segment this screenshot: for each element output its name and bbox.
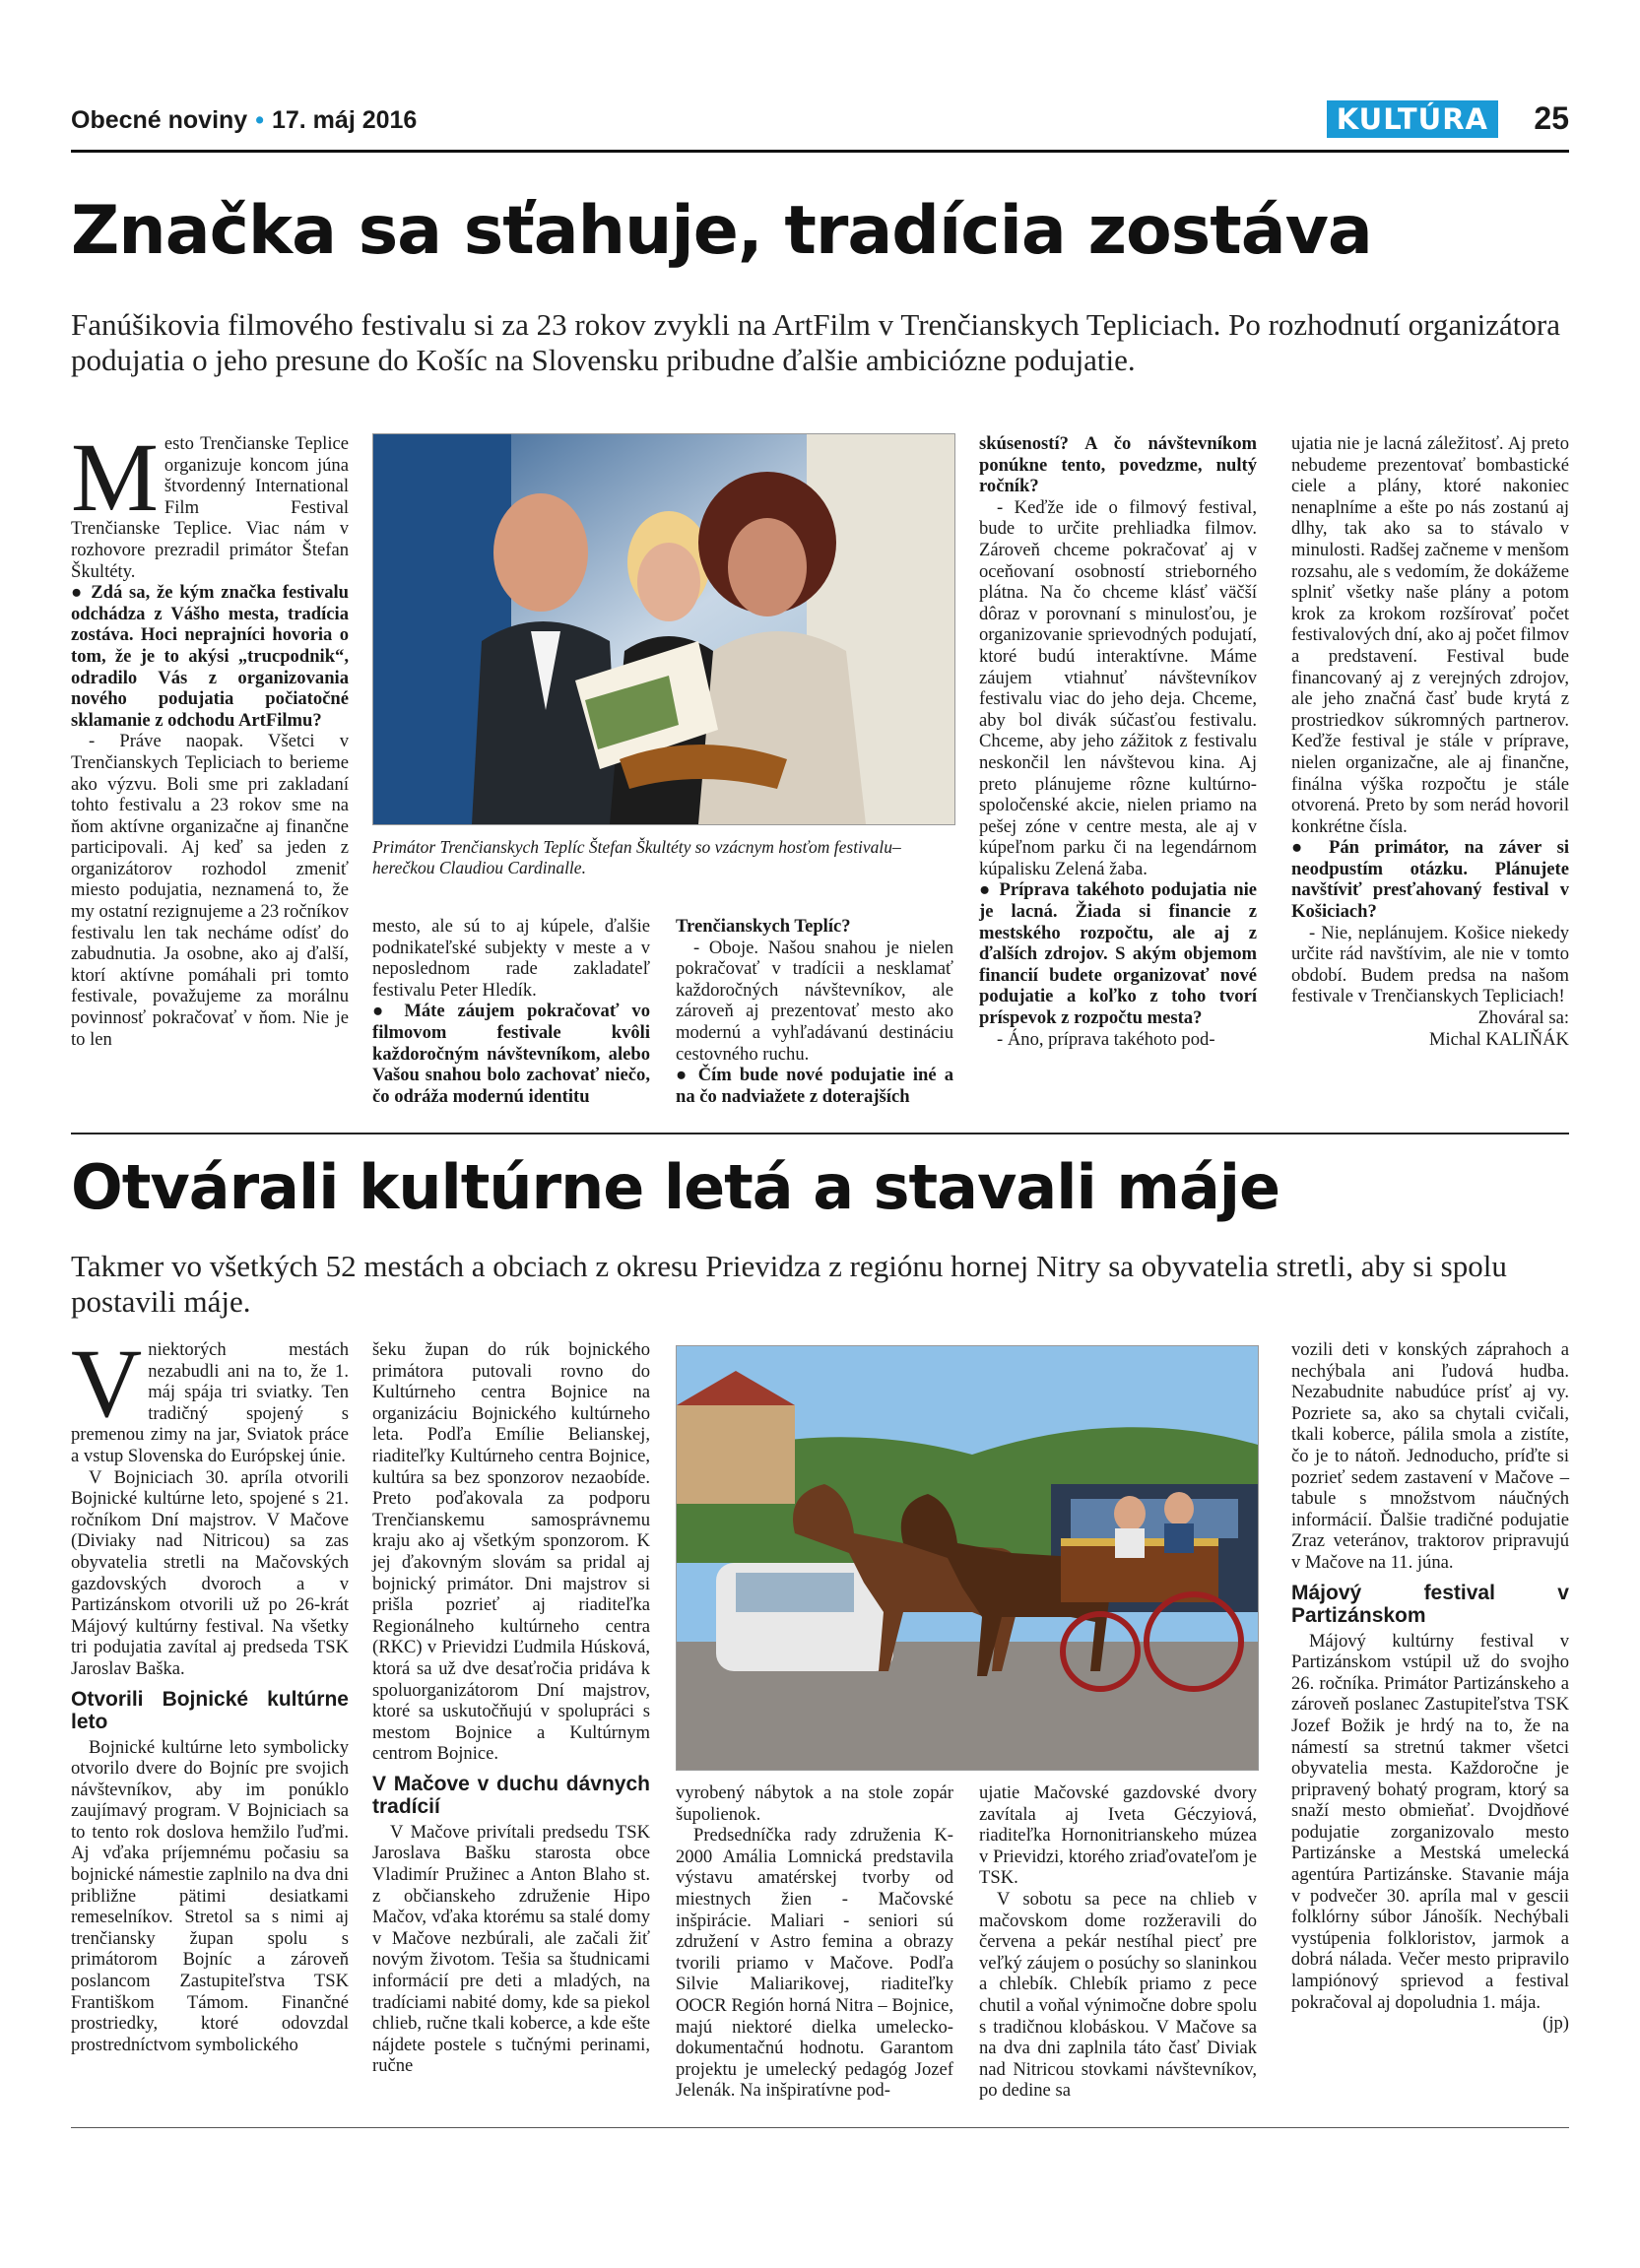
article1-column-4 [979, 433, 1257, 1050]
subheading: Otvorili Bojnické kultúrne leto [71, 1687, 349, 1733]
photo-caption: Primátor Trenčianskych Teplíc Štefan Škultéty so vzácnym hosťom festivalu– herečkou Claudiou Cardinalle. [372, 837, 901, 877]
publication-name: Obecné noviny [71, 106, 248, 134]
question-continued: Trenčianskych Teplíc? [676, 916, 851, 937]
article2-photo [676, 1345, 1259, 1771]
question: Pán primátor, na záver si neodpustím otázku. Plánujete navštíviť presťahovaný festival v Košiciach? [1291, 837, 1569, 923]
answer: - Áno, príprava takéhoto pod- [997, 1028, 1215, 1050]
answer: - Oboje. Našou snahou je nielen pokračovať v tradícii a nesklamať každoročných návštevníkov, ale zároveň aj prezentovať mesto ako modernú a vyhľadávanú destináciu cestovného ruchu. [676, 937, 953, 1065]
page-number: 25 [1534, 100, 1569, 136]
question: Čím bude nové podujatie iné a na čo nadviažete z doterajších [676, 1065, 953, 1107]
paragraph: ujatie Mačovské gazdovské dvory zavítala aj Iveta Géczyiová, riaditeľka Hornonitrianskeho múzea v Prievidzi, ktorého zriaďovateľom je TSK. [979, 1782, 1257, 1889]
photo-mayor-with-guest [373, 434, 954, 824]
article1-title: Značka sa sťahuje, tradícia zostáva [71, 192, 1372, 270]
answer-continued: ujatia nie je lacná záležitosť. Aj preto nebudeme prezentovať bombastické ciele a plány, ktoré nakoniec nenaplníme a ešte po nás zostanú aj dlhy, tak ako sa to stávalo v minulosti. Radšej začneme v menšom rozsahu, ale s vedomím, že dokážeme splniť všetky naše plány a potom krok za krokom rozšírovať počet festivalových dní, ako aj počet filmov a predstavení. Festival bude financovaný aj z verejných zdrojov, ale jeho značná časť bude krytá z prostriedkov súkromných partnerov. Keďže festival je stále v príprave, nielen organizačne, ale aj finančne, finálna výška rozpočtu je stále otvorená. Preto by som nerád hovoril konkrétne čísla. [1291, 433, 1569, 837]
section-label: KULTÚRA [1327, 100, 1498, 138]
article2-lead: Takmer vo všetkých 52 mestách a obciach z okresu Prievidza z regiónu hornej Nitry sa obyvatelia stretli, aby si spolu postavili máje. [71, 1249, 1507, 1319]
question-bullet-icon: ● [676, 1065, 698, 1086]
question: Zdá sa, že kým značka festivalu odchádza z Vášho mesta, tradícia zostáva. Hoci neprajníci hovoria o tom, že je to akýsi „trucpodnik“, odradilo Vás z organizovania nového podujatia počiatočné sklamanie z odchodu ArtFilmu? [71, 582, 349, 731]
question-bullet-icon: ● [1291, 837, 1329, 859]
dropcap: V [71, 1328, 143, 1438]
article2-title: Otvárali kultúrne letá a stavali máje [71, 1151, 1280, 1223]
article1-column-2 [372, 916, 650, 1107]
question-bullet-icon: ● [71, 582, 92, 604]
subheading: Májový festival v Partizánskom [1291, 1581, 1569, 1627]
article1-column-5 [1291, 433, 1569, 1050]
paragraph: V Bojniciach 30. apríla otvorili Bojnické kultúrne leto, spojené s 21. ročníkom Dní majstrov. V Mačove (Diviaky nad Nitricou) sa zas obyvatelia stretli na Mačovských gazdovských dvoroch a v Partizánskom otvorili už po 26-krát Májový kultúrny festival. Na všetky tri podujatia zavítal aj predseda TSK Jaroslav Baška. [71, 1466, 349, 1679]
intro-text: esto Trenčianske Teplice organizuje koncom júna štvordenný International Film Festival Trenčianske Teplice. Viac nám v rozhovore prezradil primátor Štefan Škultéty. [71, 433, 349, 582]
answer: - Keďže ide o filmový festival, bude to určite prehliadka filmov. Zároveň chceme pokračovať aj v oceňovaní osobností strieborného plátna. Na čo chceme klásť väčší dôraz v porovnaní s minulosťou, je organizovanie sprievodných podujatí, ktoré budú interaktívne. Máme záujem vtiahnuť návštevníkov festivalu viac do jeho deja. Chceme, aby bol divák súčasťou festivalu. Chceme, aby jeho zážitok z festivalu neskončil len návštevou kina. Aj preto plánujeme rôzne kultúrno-spoločenské akcie, nielen priamo na pešej zóne v centre mesta, ale aj v kúpeľnom parku či na legendárnom kúpalisku Zelená žaba. [979, 496, 1257, 879]
paragraph: V Mačove privítali predsedu TSK Jaroslava Bašku starosta obce Vladimír Pružinec a Anton Blaho st. z občianskeho združenie Hipo Mačov, vďaka ktorému sa stalé domy v Mačove nezbúrali, ale začali žiť novým životom. Tešia sa študnicami informácií pre deti a mladých, na tradíciami nabité domy, kde sa piekol chlieb, ručne tkali koberce, a kde ešte nájdete postele s tučnými perinami, ručne [372, 1821, 650, 2077]
paragraph: V sobotu sa pece na chlieb v mačovskom dome rozžeravili do červena a pekár nestíhal piecť pre veľký záujem o posúchy so slaninkou a chlebík. Chlebík priamo z pece chutil a voňal výnimočne dobre spolu s tradičnou klobáskou. V Mačove sa na dva dni zaplnila táto časť Diviak nad Nitricou stovkami návštevníkov, po dedine sa [979, 1888, 1257, 2102]
article1-photo [372, 433, 955, 825]
publication-line [71, 106, 417, 135]
bottom-rule [71, 2127, 1569, 2128]
article-divider [71, 1133, 1569, 1134]
article1-column-1 [71, 422, 349, 1050]
question-bullet-icon: ● [372, 1001, 405, 1022]
paragraph: šeku župan do rúk bojnického primátora putovali rovno do Kultúrneho centra Bojnice na organizáciu Bojnického kultúrneho leta. Podľa Emílie Belianskej, riaditeľky Kultúrneho centra Bojnice, kultúra sa bez sponzorov nezaobíde. Preto poďakovala za podporu Trenčianskemu samosprávnemu kraju ako aj všetkým sponzorom. K jej ďakovným slovám sa pridal aj bojnický primátor. Dni majstrov si prišla pozrieť aj riaditeľka Regionálneho kultúrneho centra (RKC) v Prievidzi Ľudmila Húsková, ktorá sa už dve desaťročia pridáva k spoluorganizátorom Dní majstrov, ktoré sa uskutočňujú v spolupráci s mestom Bojnice a Kultúrnym centrom Bojnice. [372, 1339, 650, 1765]
photo-horse-carriage [677, 1346, 1258, 1770]
paragraph: vozili deti v konských záprahoch a nechýbala ani ľudová hudba. Nezabudnite nabudúce prísť aj vy. Pozriete sa, ako sa chytali cvičali, tkali koberce, pálila smola a zistíte, čo je to nátoň. Jednoducho, príďte si pozrieť sedem zastavení v Mačove – tabule s množstvom náučných informácií. Ďalšie tradičné podujatie Zraz veteránov, traktorov pripravujú v Mačove na 11. júna. [1291, 1339, 1569, 1573]
article2-column-4 [979, 1782, 1257, 2102]
article2-column-1 [71, 1328, 349, 2055]
issue-date: 17. máj 2016 [271, 106, 418, 134]
question-continued: skúseností? A čo návštevníkom ponúkne tento, povedzme, nultý ročník? [979, 433, 1257, 497]
signature: (jp) [1542, 2013, 1569, 2035]
article2-column-3 [676, 1782, 953, 2102]
answer-continued: mesto, ale sú to aj kúpele, ďalšie podnikateľské subjekty v meste a v neposlednom rade zakladateľ festivalu Peter Hledík. [372, 916, 650, 1001]
question-bullet-icon: ● [979, 879, 1000, 901]
signature-name: Michal KALIŇÁK [1428, 1028, 1569, 1050]
subheading: V Mačove v duchu dávnych tradícií [372, 1772, 650, 1818]
paragraph: vyrobený nábytok a na stole zopár šupolienok. [676, 1782, 953, 1825]
dropcap: M [71, 422, 159, 532]
signature-label: Zhováral sa: [1477, 1007, 1569, 1029]
separator-dot-icon: • [255, 106, 264, 134]
article1-lead: Fanúšikovia filmového festivalu si za 23 rokov zvykli na ArtFilm v Trenčianskych Tepliciach. Po rozhodnutí organizátora podujatia o jeho presune do Košíc na Slovensku pribudne ďalšie ambiciózne podujatie. [71, 307, 1560, 377]
paragraph: niektorých mestách nezabudli ani na to, že 1. máj spája tri sviatky. Ten tradičný spojený s premenou zimy na jar, Sviatok práce a vstup Slovenska do Európskej únie. [71, 1339, 349, 1466]
question: Máte záujem pokračovať vo filmovom festivale kvôli každoročným návštevníkom, alebo Vašou snahou bolo zachovať niečo, čo odráža modernú identitu [372, 1001, 650, 1107]
paragraph: Bojnické kultúrne leto symbolicky otvorilo dvere do Bojníc pre svojich návštevníkov, aby im ponúklo zaujímavý program. V Bojniciach sa to tento rok doslova hemžilo ľuďmi. Aj vďaka príjemnému počasiu sa bojnické námestie zaplnilo na dva dni približne pätimi desiatkami remeselníkov. Stretol sa s nimi aj trenčiansky župan spolu s primátorom Bojníc a zároveň poslancom Zastupiteľstva TSK Františkom Támom. Finančné prostriedky, ktoré odovzdal prostredníctvom symbolického [71, 1736, 349, 2055]
article2-column-2 [372, 1339, 650, 2077]
answer: - Nie, neplánujem. Košice niekedy určite rád navštívim, ale nie v tomto období. Budem predsa na našom festivale v Trenčianskych Tepliciach! [1291, 922, 1569, 1007]
question: Príprava takéhoto podujatia nie je lacná. Žiada si financie z mestského rozpočtu, ale aj z ďalších zdrojov. S akým objemom financií budete organizovať nové podujatie a koľko z toho tvorí príspevok z rozpočtu mesta? [979, 879, 1257, 1029]
article2-column-5 [1291, 1339, 1569, 2035]
masthead [71, 98, 1569, 153]
paragraph: Predsedníčka rady združenia K-2000 Amália Lomnická predstavila výstavu amatérskej tvorby od miestnych žien - Mačovské inšpirácie. Maliari - seniori sú združení v Astro femina a obrazy tvorili priamo v Mačove. Podľa Silvie Maliarikovej, riaditeľky OOCR Región horná Nitra – Bojnice, majú niektoré dielka umelecko-dokumentačnú hodnotu. Garantom projektu je umelecký pedagóg Jozef Jelenák. Na inšpiratívne pod- [676, 1825, 953, 2102]
paragraph: Májový kultúrny festival v Partizánskom vstúpil už do svojho 26. ročníka. Primátor Partizánskeho a zároveň poslanec Zastupiteľstva TSK Jozef Božik je hrdý na to, že na námestí sa stretnú takmer všetci obyvatelia mesta. Každoročne je pripravený bohatý program, ktorý sa snaží mesto obmieňať. Dvojdňové podujatie zorganizovalo mesto Partizánske a Mestská umelecká agentúra Partizánske. Stavanie mája v podvečer 30. apríla mal v gescii folklórny súbor Jánošík. Nechýbali vystúpenia folkloristov, jarmok a dobrá nálada. Večer mesto pripravilo lampiónový sprievod a festival pokračoval aj dopoludnia 1. mája. [1291, 1630, 1569, 2013]
article1-column-3 [676, 916, 953, 1107]
answer: - Práve naopak. Všetci v Trenčianskych Tepliciach to berieme ako výzvu. Boli sme pri zakladaní tohto festivalu a 23 rokov sme na ňom aktívne organizačne aj finančne participovali. Aj keď sa jeden z organizátorov rozhodol zmeniť miesto podujatia, neznamená to, že my ostatní rezignujeme a 23 ročníkov festivalu len tak necháme odísť do zabudnutia. Ja osobne, ako aj ďalší, ktorí aktívne pomáhali pri tomto festivale, považujeme za morálnu povinnosť pokračovať v ňom. Nie je to len [71, 731, 349, 1050]
